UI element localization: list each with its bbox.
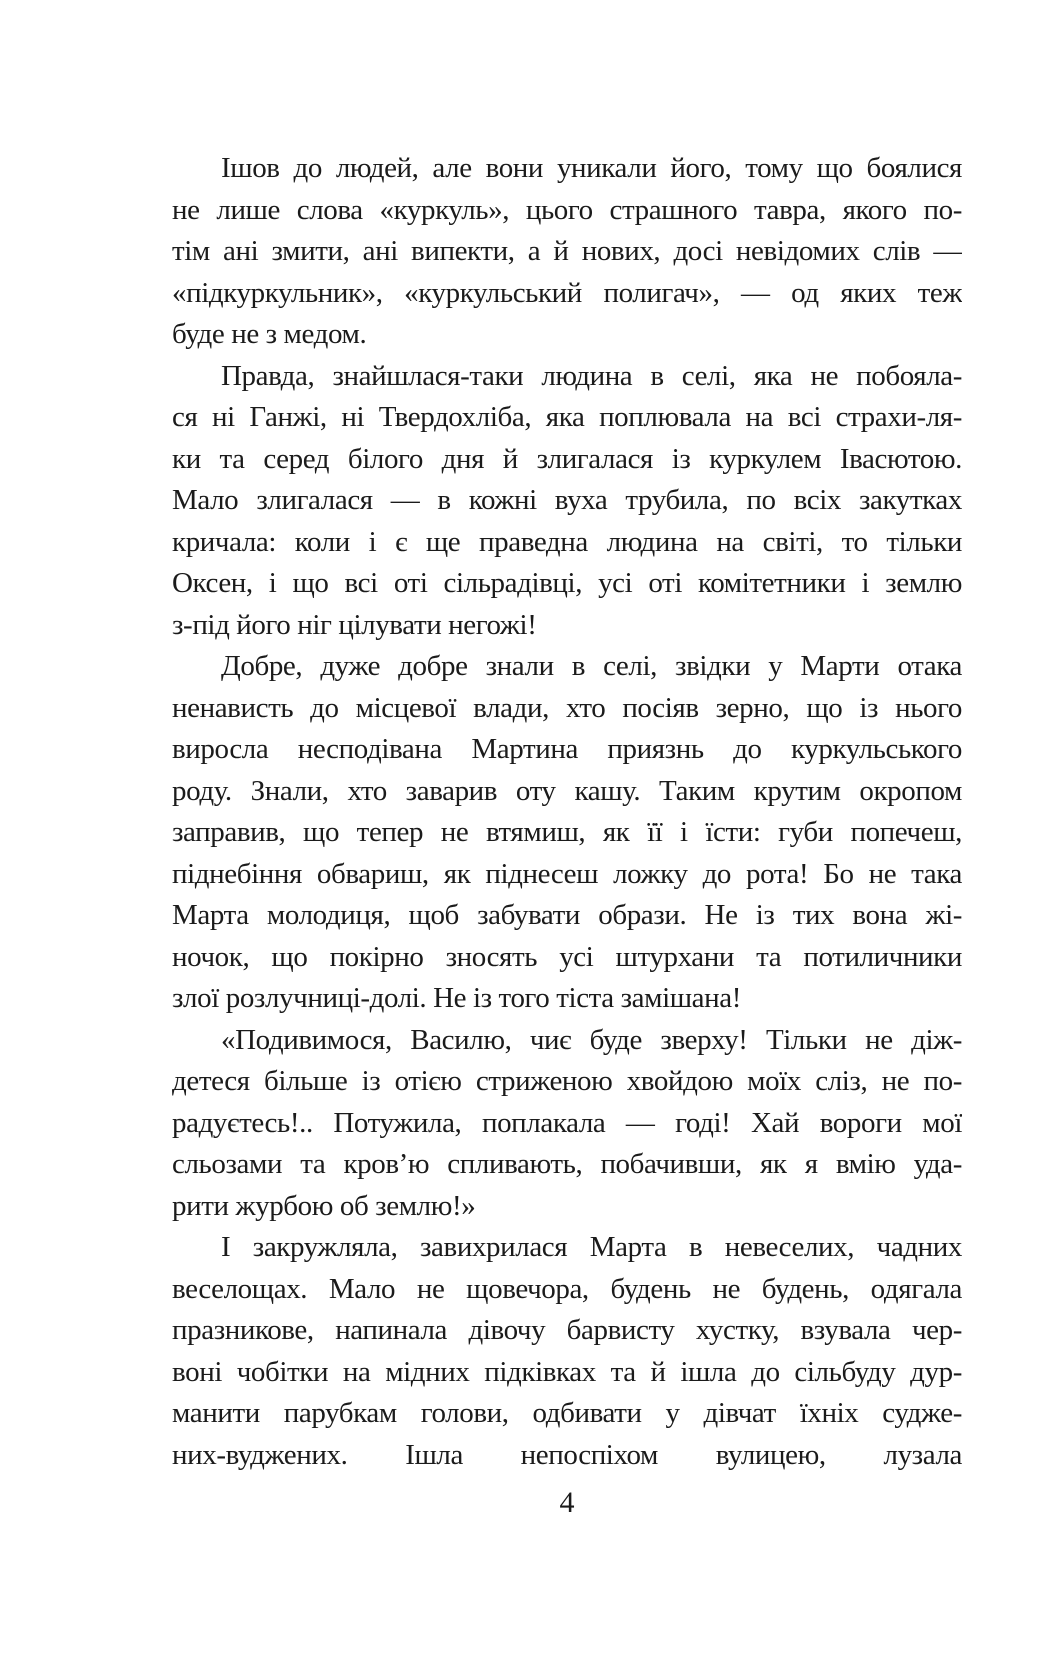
text-line: них-вуджених. Ішла непоспіхом вулицею, лузала xyxy=(172,1438,962,1471)
text-line: «підкуркульник», «куркульський полигач», — од яких теж xyxy=(172,276,962,309)
text-line: сльозами та кров’ю спливають, побачивши, як я вмію уда- xyxy=(172,1148,962,1180)
text-line: Оксен, і що всі оті сільрадівці, усі оті комітетники і землю xyxy=(172,567,962,599)
text-line: рити журбою об землю!» xyxy=(172,1189,476,1222)
text-line: Добре, дуже добре знали в селі, звідки у Марти отака xyxy=(221,650,962,682)
paragraph xyxy=(172,1020,962,1228)
paragraph xyxy=(172,148,962,356)
paragraph xyxy=(172,1227,962,1476)
text-line: манити парубкам голови, одбивати у дівчат їхніх судже- xyxy=(172,1397,962,1429)
text-line: радуєтесь!.. Потужила, поплакала — годі! Хай вороги мої xyxy=(172,1106,962,1139)
text-line: Правда, знайшлася-таки людина в селі, яка не побояла- xyxy=(221,359,962,392)
page-number: 4 xyxy=(559,1486,575,1519)
paragraph xyxy=(172,356,962,647)
text-line: виросла несподівана Мартина приязнь до куркульського xyxy=(172,733,962,765)
text-line: празникове, напинала дівочу барвисту хустку, взувала чер- xyxy=(172,1314,962,1346)
text-line: заправив, що тепер не втямиш, як її і їсти: губи попечеш, xyxy=(172,816,962,848)
text-line: ся ні Ганжі, ні Твердохліба, яка поплювала на всі страхи-ля- xyxy=(172,401,962,433)
text-line: «Подивимося, Василю, чиє буде зверху! Тільки не діж- xyxy=(221,1023,962,1056)
text-line: воні чобітки на мідних підківках та й ішла до сільбуду дур- xyxy=(172,1355,962,1388)
text-line: буде не з медом. xyxy=(172,318,367,350)
text-line: веселощах. Мало не щовечора, будень не будень, одягала xyxy=(172,1272,962,1305)
paragraph xyxy=(172,646,962,1020)
text-line: Мало злигалася — в кожні вуха трубила, по всіх закутках xyxy=(172,484,962,516)
text-line: Ішов до людей, але вони уникали його, тому що боялися xyxy=(221,152,962,184)
text-line: не лише слова «куркуль», цього страшного тавра, якого по- xyxy=(172,193,962,226)
text-line: Марта молодиця, щоб забувати образи. Не із тих вона жі- xyxy=(172,899,962,931)
text-line: ки та серед білого дня й злигалася із куркулем Івасютою. xyxy=(172,442,962,475)
text-line: ненависть до місцевої влади, хто посіяв зерно, що із нього xyxy=(172,691,962,724)
text-line: детеся більше із отією стриженою хвойдою моїх сліз, не по- xyxy=(172,1065,962,1097)
text-block xyxy=(172,148,962,1476)
text-line: тім ані змити, ані випекти, а й нових, досі невідомих слів — xyxy=(172,235,962,267)
text-line: І закружляла, завихрилася Марта в невеселих, чадних xyxy=(221,1231,962,1263)
text-line: роду. Знали, хто заварив оту кашу. Таким крутим окропом xyxy=(172,774,962,807)
text-line: злої розлучниці-долі. Не із того тіста замішана! xyxy=(172,982,741,1014)
text-line: ночок, що покірно зносять усі штурхани та потиличники xyxy=(172,940,962,973)
text-line: з-під його ніг цілувати негожі! xyxy=(172,608,537,641)
text-line: кричала: коли і є ще праведна людина на світі, то тільки xyxy=(172,525,962,558)
text-line: піднебіння обвариш, як піднесеш ложку до рота! Бо не така xyxy=(172,857,962,890)
